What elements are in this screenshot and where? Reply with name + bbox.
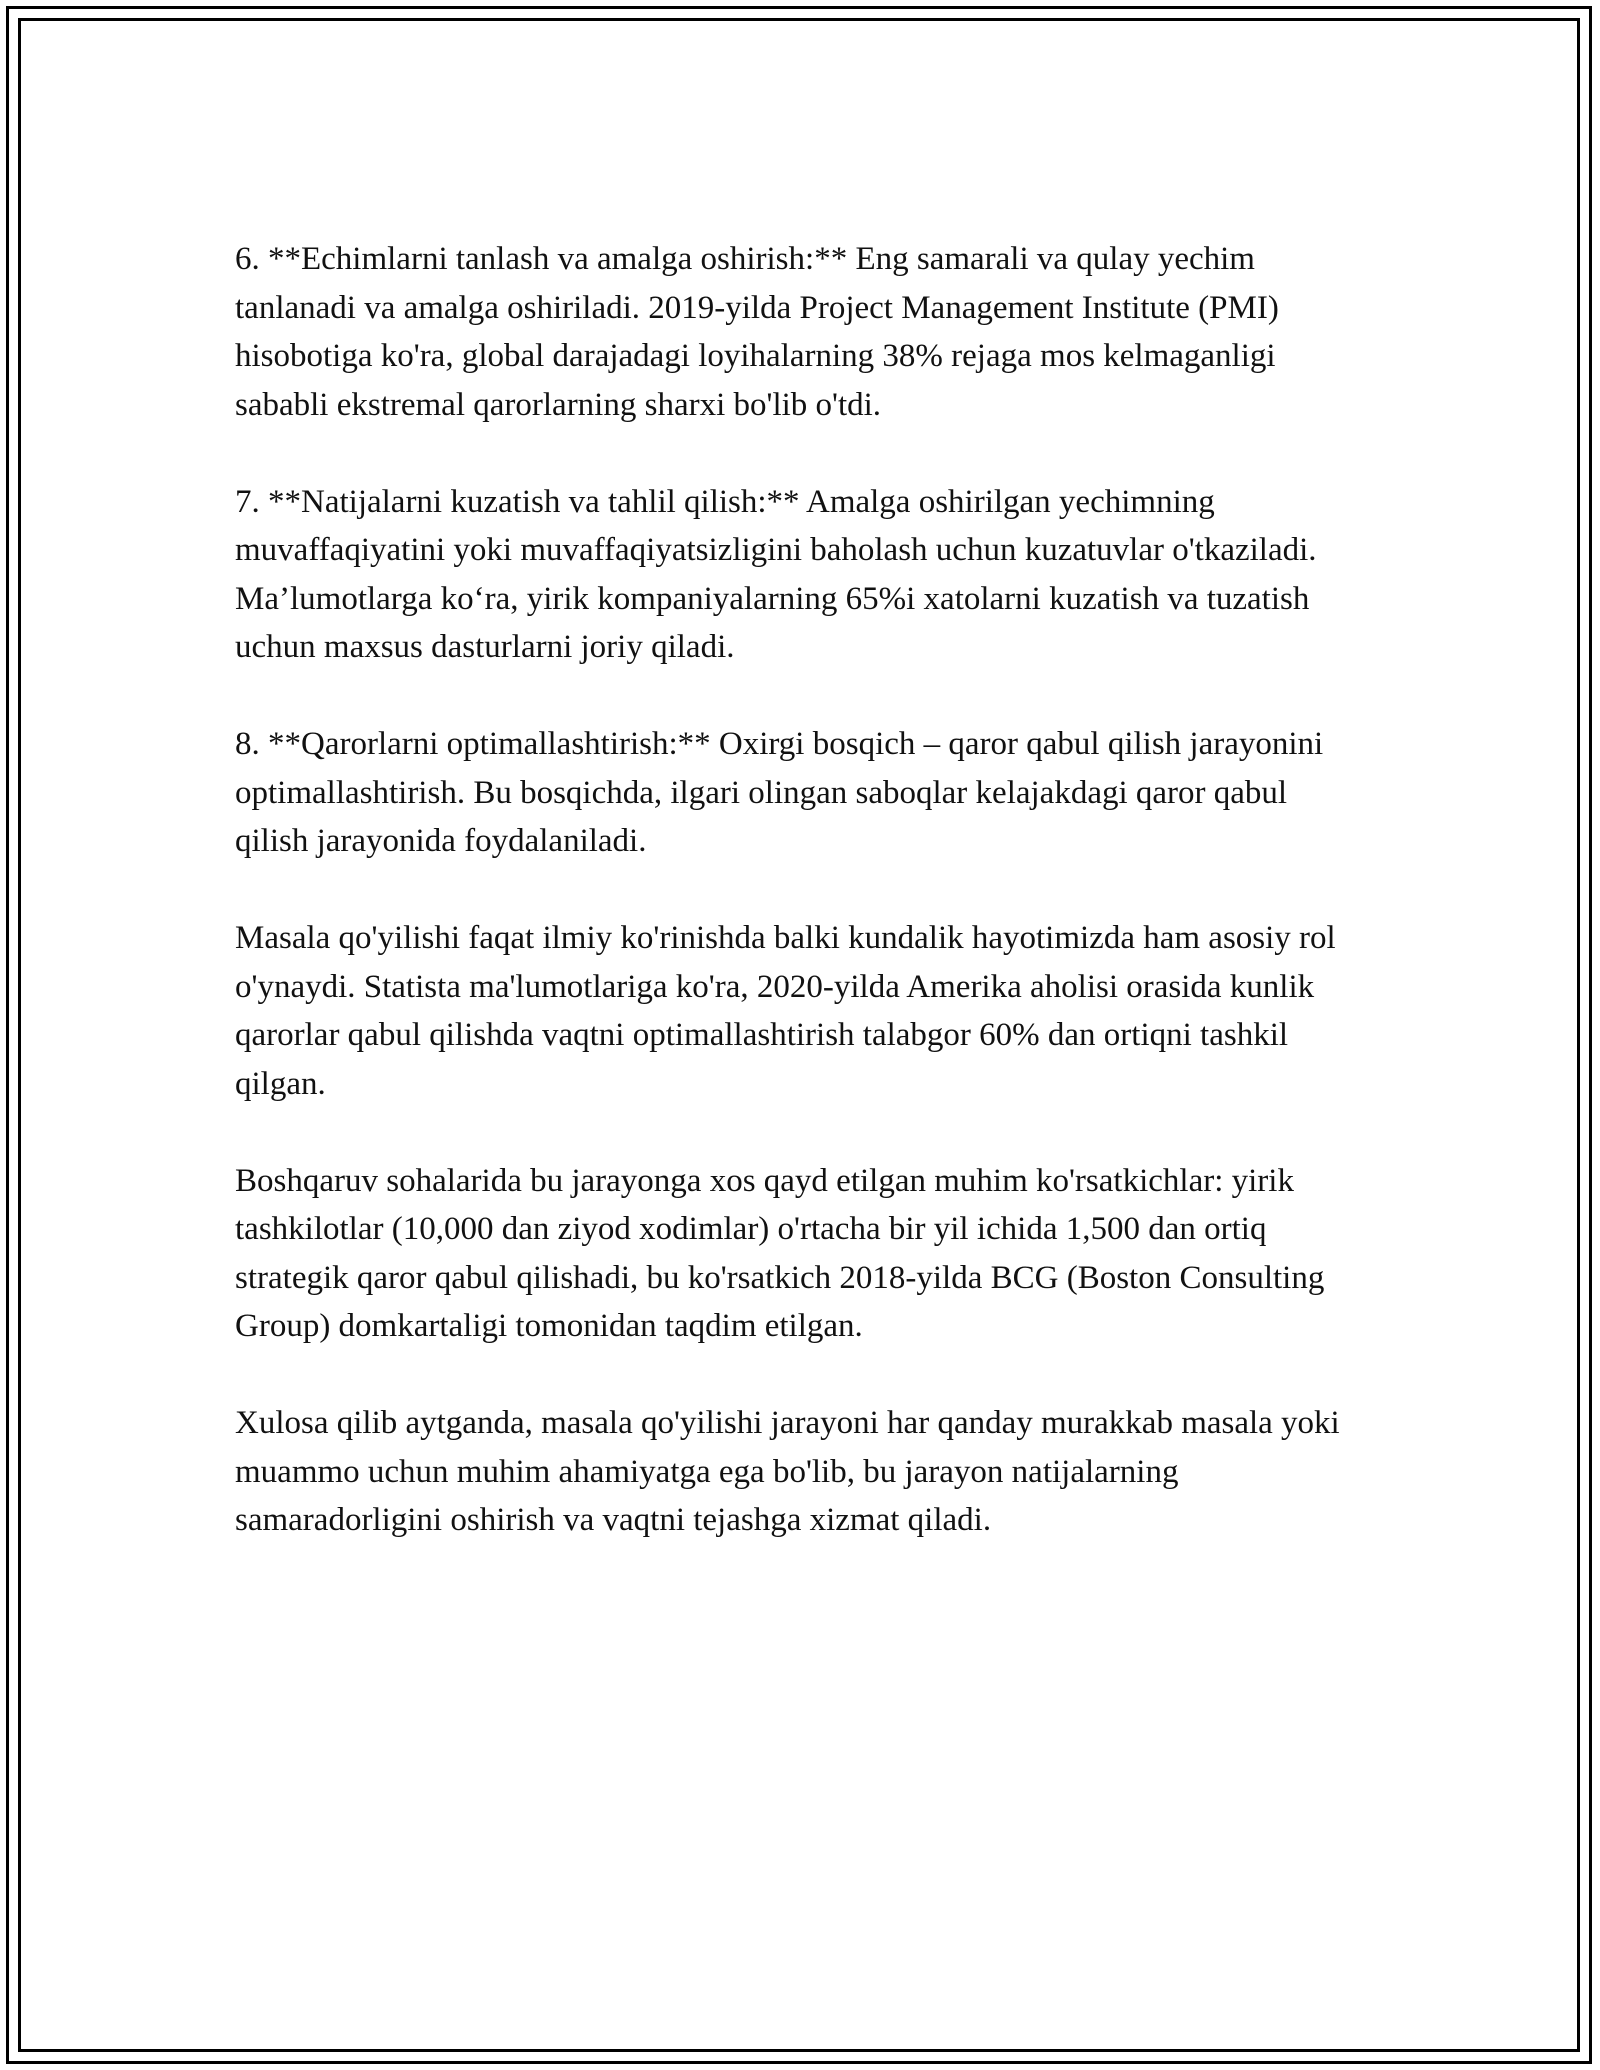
paragraph-management: Boshqaruv sohalarida bu jarayonga xos qayd etilgan muhim ko'rsatkichlar: yirik tashkilotlar (10,000 dan ziyod xodimlar) o'rtacha bir yil ichida 1,500 dan ortiq strategik qaror qabul qilishadi, bu ko'rsatkich 2018-yilda BCG (Boston Consulting Group) domkartaligi tomonidan taqdim etilgan.: [235, 1162, 1325, 1344]
paragraph-step-8: 8. **Qarorlarni optimallashtirish:** Oxirgi bosqich – qaror qabul qilish jarayonini optimallashtirish. Bu bosqichda, ilgari olingan saboqlar kelajakdagi qaror qabul qilish jarayonida foydalaniladi.: [235, 726, 1324, 859]
paragraph-step-6: 6. **Echimlarni tanlash va amalga oshirish:** Eng samarali va qulay yechim tanlanadi va amalga oshiriladi. 2019-yilda Project Management Institute (PMI) hisobotiga ko'ra, global darajadagi loyihalarning 38% rejaga mos kelmaganligi sababli ekstremal qarorlarning sharxi bo'lib o'tdi.: [235, 241, 1279, 423]
document-body: [235, 235, 1365, 1593]
paragraph-conclusion: Xulosa qilib aytganda, masala qo'yilishi jarayoni har qanday murakkab masala yoki muammo uchun muhim ahamiyatga ega bo'lib, bu jarayon natijalarning samaradorligini oshirish va vaqtni tejashga xizmat qiladi.: [235, 1405, 1340, 1538]
paragraph-step-7: 7. **Natijalarni kuzatish va tahlil qilish:** Amalga oshirilgan yechimning muvaffaqiyatini yoki muvaffaqiyatsizligini baholash uchun kuzatuvlar o'tkaziladi. Ma’lumotlarga ko‘ra, yirik kompaniyalarning 65%i xatolarni kuzatish va tuzatish uchun maxsus dasturlarni joriy qiladi.: [235, 483, 1317, 665]
paragraph-daily-life: Masala qo'yilishi faqat ilmiy ko'rinishda balki kundalik hayotimizda ham asosiy rol o'ynaydi. Statista ma'lumotlariga ko'ra, 2020-yilda Amerika aholisi orasida kunlik qarorlar qabul qilishda vaqtni optimallashtirish talabgor 60% dan ortiqni tashkil qilgan.: [235, 920, 1336, 1102]
